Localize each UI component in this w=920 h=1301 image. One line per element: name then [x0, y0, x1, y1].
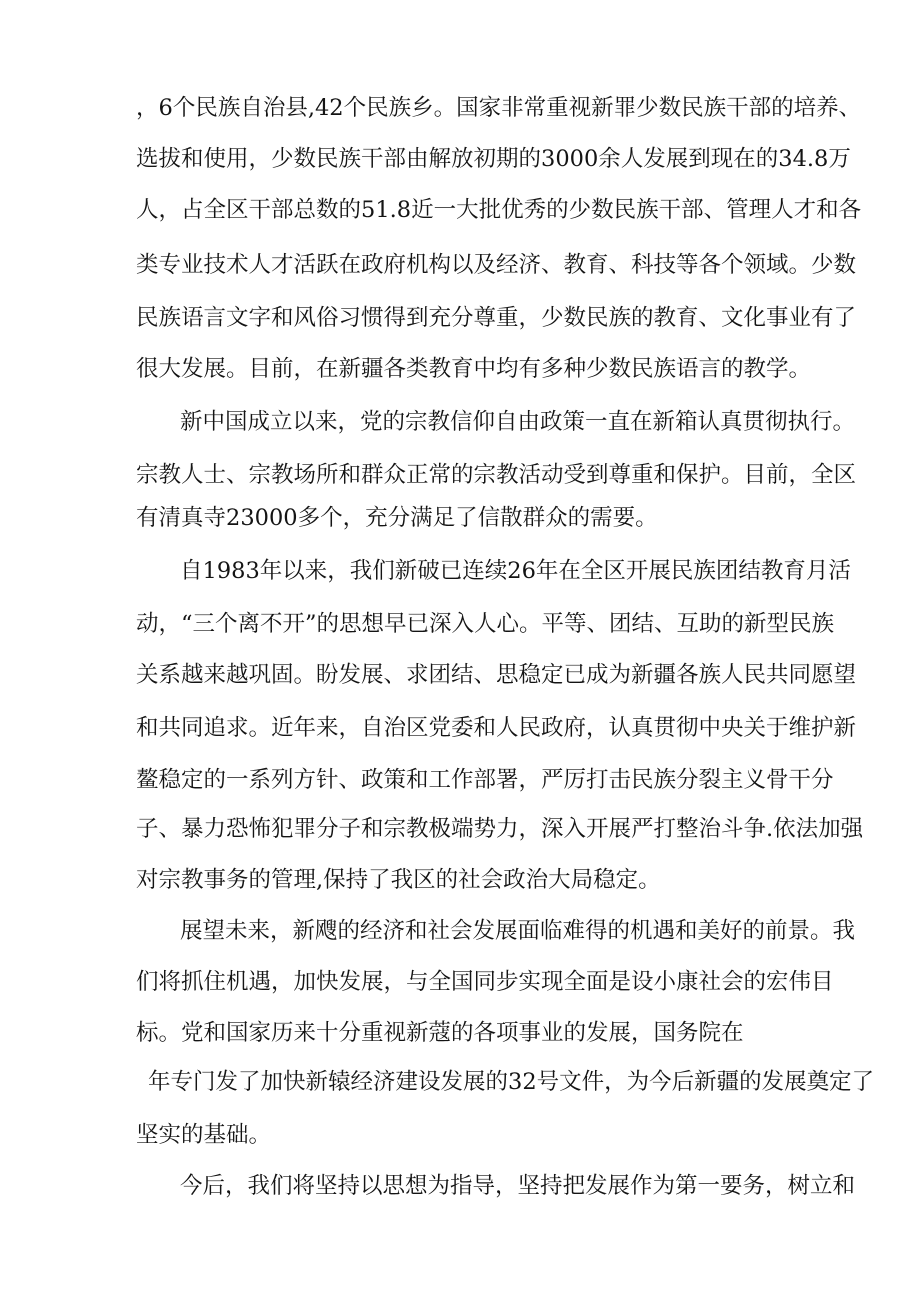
text-line-14: 鳌稳定的一系列方针、政策和工作部署，严厉打击民族分裂主义骨干分 [136, 767, 834, 793]
text-line-9: 有清真寺23000多个，充分满足了信散群众的需要。 [136, 505, 658, 531]
text-line-18: 们将抓住机遇，加快发展，与全国同步实现全面是设小康社会的宏伟目 [136, 969, 834, 995]
text-line-15: 子、暴力恐怖犯罪分子和宗教极端势力，深入开展严打整治斗争.依法加强 [136, 816, 864, 842]
text-line-6: 很大发展。目前，在新疆各类教育中均有多种少数民族语言的教学。 [136, 356, 812, 382]
text-line-22: 今后，我们将坚持以思想为指导，坚持把发展作为第一要务，树立和 [180, 1173, 856, 1199]
text-line-12: 关系越来越巩固。盼发展、求团结、思稳定已成为新疆各族人民共同愿望 [136, 662, 857, 688]
text-line-13: 和共同追求。近年来，自治区党委和人民政府，认真贯彻中央关于维护新 [136, 715, 857, 741]
text-line-21: 坚实的基础。 [136, 1122, 272, 1148]
text-line-4: 类专业技术人才活跃在政府机构以及经济、教育、科技等各个领域。少数 [136, 252, 857, 278]
text-line-20: 年专门发了加快新辕经济建设发展的32号文件，为今后新疆的发展奠定了 [148, 1069, 875, 1095]
text-line-16: 对宗教事务的管理,保持了我区的社会政治大局稳定。 [136, 867, 661, 893]
text-line-8: 宗教人士、宗教场所和群众正常的宗教活动受到尊重和保护。目前，全区 [136, 462, 857, 488]
text-line-1: ，6个民族自治县,42个民族乡。国家非常重视新罪少数民族干部的培养、 [136, 95, 862, 121]
text-line-2: 选拔和使用，少数民族干部由解放初期的3000余人发展到现在的34.8万 [136, 146, 851, 172]
text-line-17: 展望未来，新飕的经济和社会发展面临难得的机遇和美好的前景。我 [180, 918, 856, 944]
text-line-7: 新中国成立以来，党的宗教信仰自由政策一直在新箱认真贯彻执行。 [180, 409, 856, 435]
text-line-5: 民族语言文字和风俗习惯得到充分尊重，少数民族的教育、文化事业有了 [136, 305, 857, 331]
text-line-3: 人，占全区干部总数的51.8近一大批优秀的少数民族干部、管理人才和各 [136, 197, 862, 223]
text-line-19: 标。党和国家历来十分重视新蔻的各项事业的发展，国务院在 [136, 1020, 744, 1046]
text-line-11: 动，“三个离不开”的思想早已深入人心。平等、团结、互助的新型民族 [136, 611, 835, 637]
text-line-10: 自1983年以来，我们新破已连续26年在全区开展民族团结教育月活 [180, 558, 851, 584]
